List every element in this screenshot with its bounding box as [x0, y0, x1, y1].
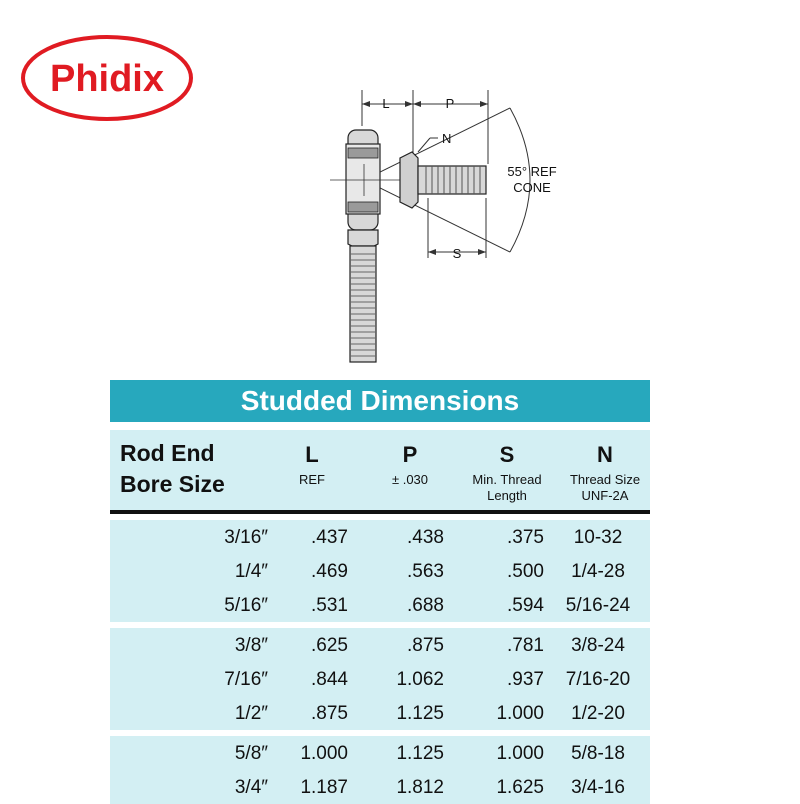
cell-s: .375 — [507, 527, 544, 548]
table-row — [110, 588, 650, 622]
cell-l: 1.187 — [300, 777, 348, 798]
table-row — [110, 736, 650, 770]
cell-bore: 5/16″ — [224, 595, 268, 616]
table-row — [110, 662, 650, 696]
cell-s: .500 — [507, 561, 544, 582]
table-title: Studded Dimensions — [110, 380, 650, 422]
header-l-label: L — [305, 442, 319, 467]
header-p — [370, 430, 450, 488]
cell-n: 10-32 — [573, 527, 623, 548]
cell-p: .875 — [407, 635, 444, 656]
row-group-2 — [110, 628, 650, 730]
table-row — [110, 554, 650, 588]
cell-l: .844 — [311, 669, 348, 690]
cell-n: 5/8-18 — [571, 743, 625, 764]
cell-n: 5/16-24 — [565, 595, 631, 616]
cell-bore: 7/16″ — [224, 669, 268, 690]
table-header — [110, 430, 650, 510]
header-s-label: S — [499, 442, 515, 467]
cell-bore: 3/16″ — [224, 527, 268, 548]
header-p-sub: ± .030 — [391, 472, 429, 487]
table-row — [110, 628, 650, 662]
cell-s: 1.000 — [496, 743, 544, 764]
rod-end-drawing — [300, 86, 580, 366]
cell-l: .437 — [311, 527, 348, 548]
cell-bore: 3/4″ — [234, 777, 268, 798]
header-n-sub1: Thread Size — [569, 472, 641, 487]
cell-n: 3/8-24 — [571, 635, 625, 656]
cell-l: 1.000 — [300, 743, 348, 764]
header-bore-line1: Rod End — [120, 440, 215, 466]
cone-label-1: 55° REF — [507, 164, 557, 179]
cell-n: 7/16-20 — [565, 669, 631, 690]
header-bore-line2: Bore Size — [120, 471, 225, 497]
header-s-sub1: Min. Thread — [472, 472, 542, 487]
cell-bore: 5/8″ — [234, 743, 268, 764]
cell-p: 1.062 — [396, 669, 444, 690]
header-s — [460, 430, 554, 504]
phidix-logo — [20, 34, 194, 122]
cell-p: .563 — [407, 561, 444, 582]
cell-p: 1.125 — [396, 703, 444, 724]
header-p-label: P — [402, 442, 418, 467]
table-row — [110, 520, 650, 554]
dim-s-label: S — [452, 246, 462, 261]
cell-s: 1.000 — [496, 703, 544, 724]
cell-p: 1.125 — [396, 743, 444, 764]
header-bore-size — [120, 438, 225, 500]
dim-l-label: L — [382, 96, 390, 111]
cell-bore: 1/2″ — [234, 703, 268, 724]
studded-dimensions-table — [110, 380, 650, 804]
cell-s: .937 — [507, 669, 544, 690]
cell-l: .531 — [311, 595, 348, 616]
cell-n: 3/4-16 — [571, 777, 625, 798]
cell-l: .469 — [311, 561, 348, 582]
cell-p: .438 — [407, 527, 444, 548]
header-n-sub2: UNF-2A — [581, 488, 629, 503]
header-l-sub: REF — [299, 472, 325, 487]
cell-p: 1.812 — [396, 777, 444, 798]
logo-text: Phidix — [49, 58, 165, 100]
table-row — [110, 696, 650, 730]
dim-p-label: P — [445, 96, 455, 111]
cell-bore: 3/8″ — [234, 635, 268, 656]
table-row — [110, 770, 650, 804]
header-s-sub2: Length — [487, 488, 527, 503]
header-n — [560, 430, 650, 504]
row-group-1 — [110, 520, 650, 622]
cell-n: 1/4-28 — [571, 561, 625, 582]
cell-bore: 1/4″ — [234, 561, 268, 582]
cell-l: .625 — [311, 635, 348, 656]
header-n-label: N — [597, 442, 613, 467]
cell-n: 1/2-20 — [571, 703, 625, 724]
header-l — [282, 430, 342, 488]
cell-s: .594 — [507, 595, 544, 616]
cell-s: 1.625 — [496, 777, 544, 798]
dim-n-label: N — [442, 131, 452, 146]
cell-s: .781 — [507, 635, 544, 656]
cone-label-2: CONE — [513, 180, 551, 195]
cell-p: .688 — [407, 595, 444, 616]
row-group-3 — [110, 736, 650, 804]
cell-l: .875 — [311, 703, 348, 724]
